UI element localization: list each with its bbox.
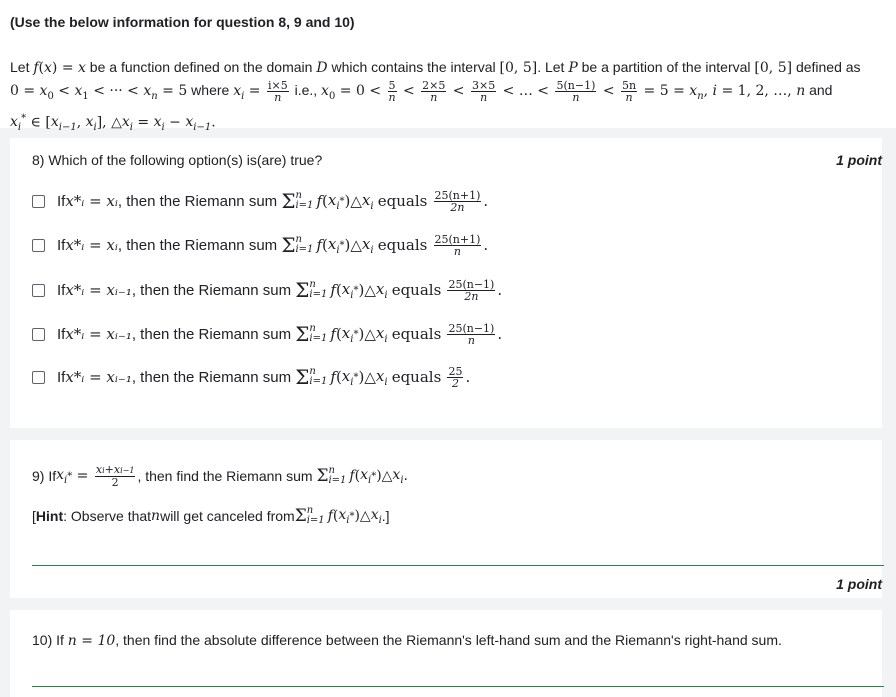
question-9-answer-input[interactable] bbox=[32, 565, 884, 566]
question-8-title: 8) Which of the following option(s) is(are) true? bbox=[32, 152, 323, 168]
info-intro bbox=[10, 56, 890, 139]
question-9-card bbox=[10, 440, 882, 598]
q8-option-2[interactable] bbox=[32, 230, 488, 260]
question-9-title: 9) If $x_i$ * = $\frac{xi+xi-1}{2}$ , then find the Riemann sum Σ n i=1 f ( $x_i$ * )△ $x_i$ . bbox=[32, 463, 408, 489]
q8-option-3-checkbox[interactable] bbox=[32, 284, 45, 297]
q8-option-2-checkbox[interactable] bbox=[32, 239, 45, 252]
q8-option-1-checkbox[interactable] bbox=[32, 195, 45, 208]
q8-option-1-label: If x*ᵢ = xᵢ , then the Riemann sum Σ n i=1 f ( $x_i$ * )△ $x_i$ equals $\frac{25(n+1)}{2n}$ . bbox=[57, 188, 489, 214]
question-9-hint: [ Hint : Observe that n will get canceled from Σ n i=1 f ( $x_i$ * )△ $x_i$ .] bbox=[32, 505, 390, 526]
q8-option-2-label: If x*ᵢ = xᵢ , then the Riemann sum Σ n i=1 f ( $x_i$ * )△ $x_i$ equals $\frac{25(n+1)}{n}$ . bbox=[57, 232, 489, 258]
info-panel bbox=[0, 0, 896, 134]
intro-line-2: $0 = x_0 < x_1$ < ··· < $x_n = 5$ where $x_i$ = $\frac{i\times 5}{n}$ i.e., $x_0 = 0$ < $\frac{5}{n}$ < $\frac{2\times 5}{n}$ < $\frac{3\times 5}{n}$ < … < $\frac{5(n-1)}{n}$ < $\frac{5n}{n}$ = $5 = x_n$, i = 1, 2, …, n and bbox=[10, 78, 833, 104]
q8-option-5-label: If x*ᵢ = xᵢ₋₁ , then the Riemann sum Σ n i=1 f ( $x_i$ * )△ $x_i$ equals $\frac{25}{2}$ . bbox=[57, 364, 471, 390]
q8-option-1[interactable] bbox=[32, 186, 488, 216]
info-header: (Use the below information for question 8, 9 and 10) bbox=[10, 14, 355, 30]
intro-line-3: $x_i^*$ ∈ [$x_{i-1}$, $x_i$], $\triangle x_i = x_i - x_{i-1}$. bbox=[10, 112, 216, 134]
q8-option-4-checkbox[interactable] bbox=[32, 328, 45, 341]
q8-option-3-label: If x*ᵢ = xᵢ₋₁ , then the Riemann sum Σ n i=1 f ( $x_i$ * )△ $x_i$ equals $\frac{25(n-1)}{2n}$ . bbox=[57, 277, 503, 303]
question-10-answer-input[interactable] bbox=[32, 686, 884, 687]
question-10-title: 10) If n = 10, then find the absolute difference between the Riemann's left-hand sum and the Riemann's right-hand sum. bbox=[32, 632, 782, 649]
intro-line-1: Let f(x) = x be a function defined on the domain D which contains the interval [0, 5]. Let P be a partition of the interval [0, 5] defined as bbox=[10, 59, 861, 76]
question-8-points: 1 point bbox=[836, 152, 882, 168]
q8-option-5[interactable] bbox=[32, 362, 470, 392]
q8-option-5-checkbox[interactable] bbox=[32, 371, 45, 384]
question-10-card bbox=[10, 610, 882, 697]
q8-option-3[interactable] bbox=[32, 275, 502, 305]
question-9-points: 1 point bbox=[836, 576, 882, 592]
q8-option-4[interactable] bbox=[32, 319, 502, 349]
q8-option-4-label: If x*ᵢ = xᵢ₋₁ , then the Riemann sum Σ n i=1 f ( $x_i$ * )△ $x_i$ equals $\frac{25(n-1)}{n}$ . bbox=[57, 321, 503, 347]
question-8-card bbox=[10, 138, 882, 428]
